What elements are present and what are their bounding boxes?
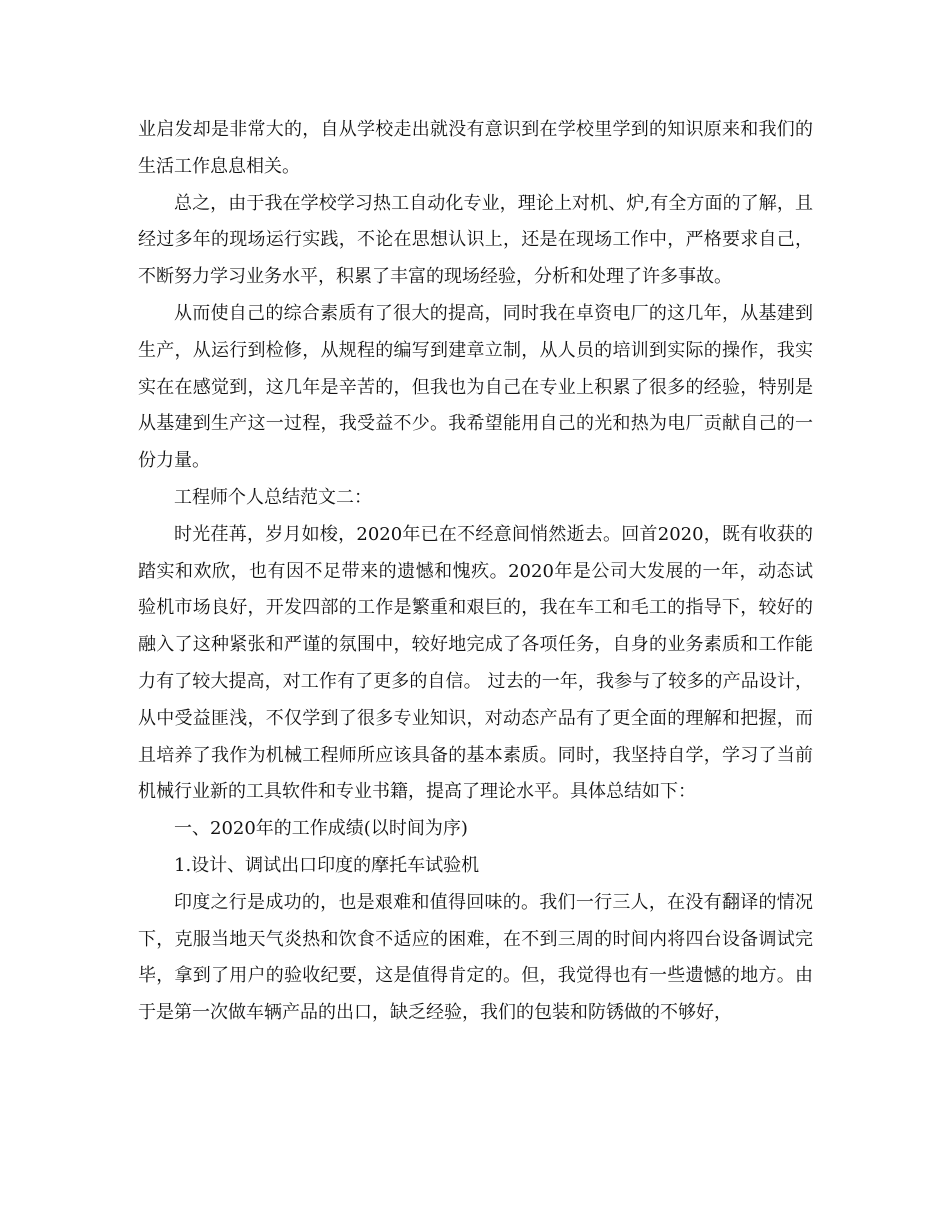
paragraph-2: 总之，由于我在学校学习热工自动化专业，理论上对机、炉,有全方面的了解，且经过多年的现场运行实践，不论在思想认识上，还是在现场工作中，严格要求自己，不断努力学习业务水平，积累了丰富的现场经验，分析和处理了许多事故。: [138, 192, 813, 288]
paragraph-3: 从而使自己的综合素质有了很大的提高，同时我在卓资电厂的这几年，从基建到生产，从运行到检修，从规程的编写到建章立制，从人员的培训到实际的操作，我实实在在感觉到，这几年是辛苦的，但我也为自己在专业上积累了很多的经验，特别是从基建到生产这一过程，我受益不少。我希望能用自己的光和热为电厂贡献自己的一份力量。: [138, 302, 813, 472]
subheading-india-motorcycle-tester: 1.设计、调试出口印度的摩托车试验机: [174, 854, 480, 876]
section-heading-example-two: 工程师个人总结范文二：: [174, 486, 372, 508]
document-body: [138, 112, 813, 1032]
subheading-work-achievements: 一、2020年的工作成绩(以时间为序): [174, 818, 468, 840]
paragraph-5: 时光荏苒，岁月如梭，2020年已在不经意间悄然逝去。回首2020，既有收获的踏实和欢欣，也有因不足带来的遗憾和愧疚。2020年是公司大发展的一年，动态试验机市场良好，开发四部的工作是繁重和艰巨的，我在车工和毛工的指导下，较好的融入了这种紧张和严谨的氛围中，较好地完成了各项任务，自身的业务素质和工作能力有了较大提高，对工作有了更多的自信。 过去的一年，我参与了较多的产品设计，从中受益匪浅，不仅学到了很多专业知识，对动态产品有了更全面的理解和把握，而且培养了我作为机械工程师所应该具备的基本素质。同时，我坚持自学，学习了当前机械行业新的工具软件和专业书籍，提高了理论水平。具体总结如下：: [138, 523, 813, 803]
paragraph-1: 业启发却是非常大的，自从学校走出就没有意识到在学校里学到的知识原来和我们的生活工作息息相关。: [138, 119, 813, 177]
paragraph-8: 印度之行是成功的，也是艰难和值得回味的。我们一行三人，在没有翻译的情况下，克服当地天气炎热和饮食不适应的困难，在不到三周的时间内将四台设备调试完毕，拿到了用户的验收纪要，这是值得肯定的。但，我觉得也有一些遗憾的地方。由于是第一次做车辆产品的出口，缺乏经验，我们的包装和防锈做的不够好，: [138, 891, 813, 1024]
